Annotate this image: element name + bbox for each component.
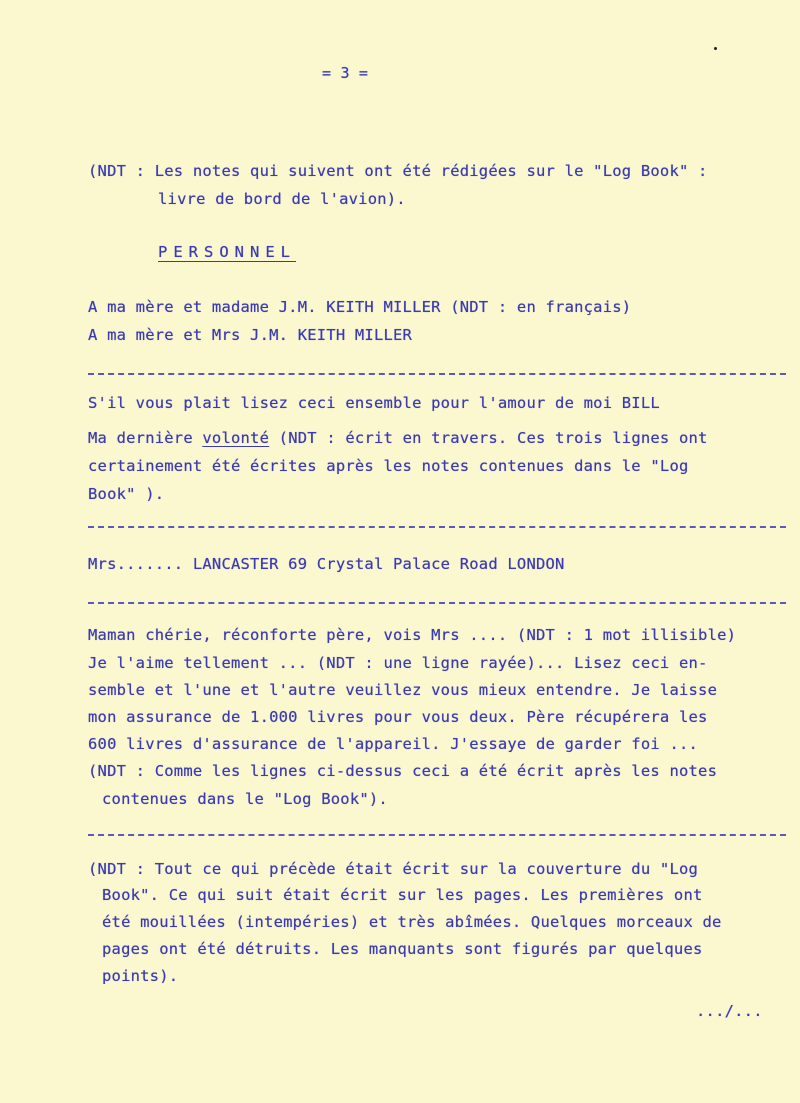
letter-line-2: Je l'aime tellement ... (NDT : une ligne rayée)... Lisez ceci en- [88, 654, 708, 672]
letter-line-5: 600 livres d'assurance de l'appareil. J'essaye de garder foi ... [88, 735, 699, 753]
request-line-4: Book" ). [88, 485, 165, 503]
request-underlined-word: volonté [202, 429, 270, 447]
request-line-2-suffix: (NDT : écrit en travers. Ces trois lignes ont [269, 429, 708, 447]
letter-line-6: (NDT : Comme les lignes ci-dessus ceci a été écrit après les notes [88, 762, 718, 780]
divider [88, 373, 786, 375]
continuation-mark: .../... [696, 1002, 763, 1020]
dedication-line-1: A ma mère et madame J.M. KEITH MILLER (NDT : en français) [88, 298, 632, 316]
request-line-1: S'il vous plait lisez ceci ensemble pour l'amour de moi BILL [88, 394, 660, 412]
request-line-2 [88, 429, 708, 447]
letter-line-1: Maman chérie, réconforte père, vois Mrs .... (NDT : 1 mot illisible) [88, 626, 737, 644]
divider [88, 526, 786, 528]
intro-line-1: (NDT : Les notes qui suivent ont été rédigées sur le "Log Book" : [88, 162, 708, 180]
closing-line-3: été mouillées (intempéries) et très abîmées. Quelques morceaux de [102, 913, 722, 931]
intro-line-2: livre de bord de l'avion). [158, 190, 406, 208]
request-line-2-prefix: Ma dernière [88, 429, 203, 447]
letter-line-7: contenues dans le "Log Book"). [102, 790, 388, 808]
page-number: = 3 = [322, 64, 369, 82]
closing-line-2: Book". Ce qui suit était écrit sur les pages. Les premières ont [102, 886, 703, 904]
closing-line-1: (NDT : Tout ce qui précède était écrit sur la couverture du "Log [88, 860, 699, 878]
letter-line-4: mon assurance de 1.000 livres pour vous deux. Père récupérera les [88, 708, 708, 726]
divider [88, 602, 786, 604]
letter-line-3: semble et l'une et l'autre veuillez vous mieux entendre. Je laisse [88, 681, 718, 699]
closing-line-4: pages ont été détruits. Les manquants sont figurés par quelques [102, 940, 703, 958]
dedication-line-2: A ma mère et Mrs J.M. KEITH MILLER [88, 326, 413, 344]
closing-line-5: points). [102, 967, 179, 985]
divider [88, 834, 786, 836]
ink-speck [714, 47, 717, 50]
request-line-3: certainement été écrites après les notes contenues dans le "Log [88, 457, 689, 475]
section-heading: PERSONNEL [158, 243, 296, 261]
address-line: Mrs....... LANCASTER 69 Crystal Palace Road LONDON [88, 555, 565, 573]
